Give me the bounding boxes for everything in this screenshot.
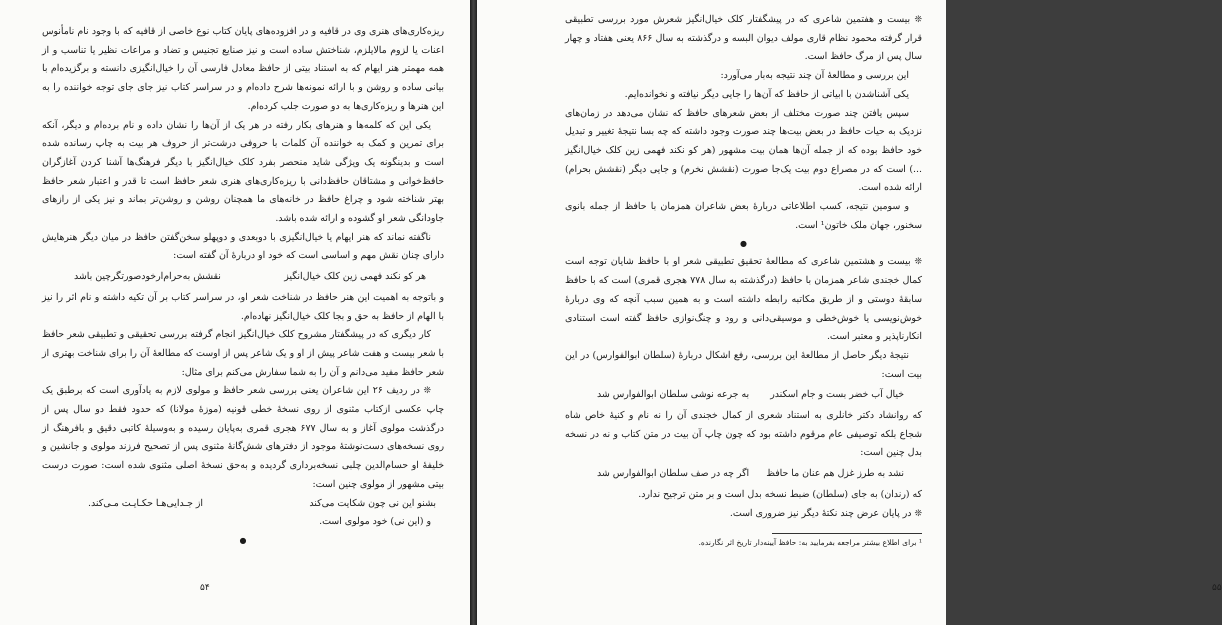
paragraph (565, 253, 922, 347)
verse (597, 386, 904, 405)
hemistich: نقشش به‌حرام‌ارخودصورتگرچین باشد (74, 271, 221, 283)
paragraph: کار دیگری که در پیشگفتار مشروح کلک خیال‌انگیز انجام گرفته بررسی تحقیقی و تطبیقی شعر حافظ با شعر بیست و هفت شاعر پیش از او و یک شاعر پس از اوست که مطالعهٔ آن را برای شناخت بهتری از شعر حافظ مفید می‌دانم و آن را به شما سفارش می‌کنم برای مثال: (42, 329, 444, 378)
paragraph (565, 11, 922, 67)
paragraph: این بررسی و مطالعهٔ آن چند نتیجه به‌بار می‌آورد: (720, 70, 909, 82)
hemistich: نشد به طرز غزل هم عنان ما حافظ (766, 468, 904, 480)
verse (597, 465, 904, 484)
paragraph: و باتوجه به اهمیت این هنر حافظ در شناخت شعر او، در سراسر کتاب بر آن تکیه داشته و نام اثر را نیز با الهام از حافظ به حق و بجا کلک خیال‌انگیز نهاده‌ام. (42, 291, 444, 322)
page-number: ۵۵ (1212, 583, 1222, 593)
ornament-dot-icon: ● (239, 535, 247, 545)
verse (74, 268, 426, 287)
paragraph: که (رندان) به جای (سلطان) ضبط نسخه بدل است و بر متن ترجیح ندارد. (638, 488, 922, 500)
paragraph: ریزه‌کاری‌های هنری وی در قافیه و در افزوده‌های پایان کتاب نوع خاصی از قافیه که با وجود نام نامأنوس اعنات یا لزوم مالایلزم، شناختش ساده است و نیز صنایع تجنیس و تضاد و مراعات نظیر یا تناسب و از همه مهمتر هنر ایهام که به استناد بیتی از حافظ معادل فارسی آن را خیال‌انگیزی دانسته و برگزیده‌ام با بیانی ساده و روشن و با ارائه نمونه‌ها شرح داده‌ام و در سراسر کتاب نیز جای جای توجه خواننده را به این هنرها و ریزه‌کاری‌ها به دو صورت جلب کرده‌ام. (42, 26, 444, 112)
right-page-body (565, 11, 922, 550)
paragraph: سپس یافتن چند صورت مختلف از بعض شعرهای حافظ که نشان می‌دهد در زمان‌های نزدیک به حیات حافظ در بعض بیت‌ها چند صورت وجود داشته که چه بسا نتیجهٔ تغییر و تبدیل خود حافظ بوده که از جمله آن‌ها همان بیت مشهور (هر کو نکند فهمی زین کلک خیال‌انگیز ...) است که در مصراع دوم بیت یک‌جا صورت (نقشش نخرم) و جایی دیگر (نقشش بحرام) ارائه شده است. (565, 107, 922, 194)
paragraph (42, 382, 444, 494)
paragraph: ناگفته نماند که هنر ایهام یا خیال‌انگیزی با دوبعدی و دوپهلو سخن‌گفتن حافظ در میان دیگر هنرهایش دارای چنان نقش مهم و اساسی است که خود او دربارهٔ آن گفته است: (42, 231, 444, 262)
right-page (477, 0, 1222, 625)
hemistich: اگر چه در صف سلطان ابوالفوارس شد (597, 468, 750, 480)
hemistich: بشنو این نی چون شکایت می‌کند (309, 497, 436, 509)
hemistich: به جرعه نوشی سلطان ابوالفوارس شد (597, 389, 750, 401)
paragraph: که روانشاد دکتر خانلری به استناد شعری از کمال خجندی آن را نه نام و کنیهٔ خاص شاه شجاع بلکه توصیفی عام مرقوم داشته بود که چون چاپ آن بیت در متن کتاب و نه در نسخه بدل چنین است: (565, 410, 922, 459)
paragraph: و (این نی) خود مولوی است. (319, 516, 431, 528)
asterism-icon: ❊ (423, 386, 432, 397)
left-page-body (42, 23, 444, 550)
paragraph: یکی آشناشدن با ابیاتی از حافظ که آن‌ها را جایی دیگر نیافته و نخوانده‌ایم. (624, 88, 909, 100)
paragraph: نتیجهٔ دیگر حاصل از مطالعهٔ این بررسی، رفع اشکال دربارهٔ (سلطان ابوالفوارس) در این بیت است: (565, 349, 922, 380)
ornament-dot-icon: ● (740, 239, 747, 249)
paragraph-text: در ردیف ۲۶ این شاعران یعنی بررسی شعر حافظ و مولوی لازم به یادآوری است که برطبق یک چاپ عکسی ازکتاب مثنوی از روی نسخهٔ خطی قونیه (موزهٔ مولانا) که حدود فقط دو سال پس از درگذشت مولوی آغاز و به سال ۶۷۷ هجری قمری به‌پایان رسیده و به‌وسیلهٔ کاتبی دقیق و بافرهنگ از روی نسخه‌های دست‌نوشتهٔ موجود از دفترهای شش‌گانهٔ مثنوی پس از تصحیح فرزند مولوی و جانشین و خلیفهٔ او حسام‌الدین چلبی نسخه‌برداری گردیده و به‌حق نسخهٔ اصلی مثنوی شده است: صورت درست بیتی مشهور از مولوی چنین است: (42, 385, 444, 490)
hemistich: خیال آب خضر بست و جام اسکندر (770, 389, 904, 401)
paragraph: و سومین نتیجه، کسب اطلاعاتی دربارهٔ بعض شاعران همزمان با حافظ از جمله بانوی سخنور، جهان ملک خاتون¹ است. (565, 201, 922, 231)
left-page (0, 0, 470, 625)
asterism-icon: ❊ (914, 508, 922, 519)
page-number: ۵۴ (200, 583, 210, 593)
hemistich: هر کو نکند فهمی زین کلک خیال‌انگیز (284, 271, 426, 283)
paragraph (565, 505, 922, 524)
footnote: ¹ برای اطلاع بیشتر مراجعه بفرمایید به: حافظ آیینه‌دار تاریخ اثر نگارنده. (698, 538, 922, 548)
hemistich: از جـدایی‌هـا حکـایـت مـی‌کند. (88, 497, 204, 509)
asterism-icon: ❊ (914, 257, 922, 268)
asterism-icon: ❊ (914, 15, 922, 25)
paragraph-text: بیست و هفتمین شاعری که در پیشگفتار کلک خیال‌انگیز شعرش مورد بررسی تطبیقی قرار گرفته محمود نظام قاری مولف دیوان البسه و درگذشته به سال ۸۶۶ یعنی هفتاد و چهار سال پس از مرگ حافظ است. (565, 14, 922, 63)
book-gutter (470, 0, 477, 625)
footnote-rule (772, 533, 922, 534)
paragraph-text: بیست و هشتمین شاعری که مطالعهٔ تحقیق تطبیقی شعر او با حافظ شایان توجه است کمال خجندی شاعر همزمان با حافظ (درگذشته به سال ۷۷۸ هجری قمری) است که با حافظ سابقهٔ دوستی و از طریق مکاتبه رابطه داشته است و به همین سبب آنچه که وی دربارهٔ خوش‌نویسی یا خوش‌خطی و موسیقی‌دانی و رود و چنگ‌نوازی حافظ گفته است استنادی انکارناپذیر و معتبر است. (565, 256, 922, 343)
paragraph: یکی این که کلمه‌ها و هنرهای بکار رفته در هر یک از آن‌ها را نشان داده و نام برده‌ام و دیگر، آنکه برای تمرین و کمک به خواننده آن کلمات با حروفی درشت‌تر از حروف هر بیت به چاپ رسانده شده است و بدینگونه یک ویژگی شاید منحصر بفرد کلک خیال‌انگیز با دیگر فرهنگ‌ها آشنا کردن آغازگران حافظ‌خوانی و مشتاقان حافظ‌دانی با ریزه‌کاری‌های هنری شعر حافظ است تا قدر و اعتبار شعر حافظ بهتر شناخته شود و چراغ حافظ در خانه‌های ما همچنان روشن و روشن‌تر بماند و نیز یکی از رازهای جاودانگی شعر او گشوده و ارائه شده باشد. (42, 119, 444, 225)
verse (88, 495, 436, 514)
paragraph-text: در پایان عرض چند نکتهٔ دیگر نیز ضروری است. (729, 507, 912, 519)
